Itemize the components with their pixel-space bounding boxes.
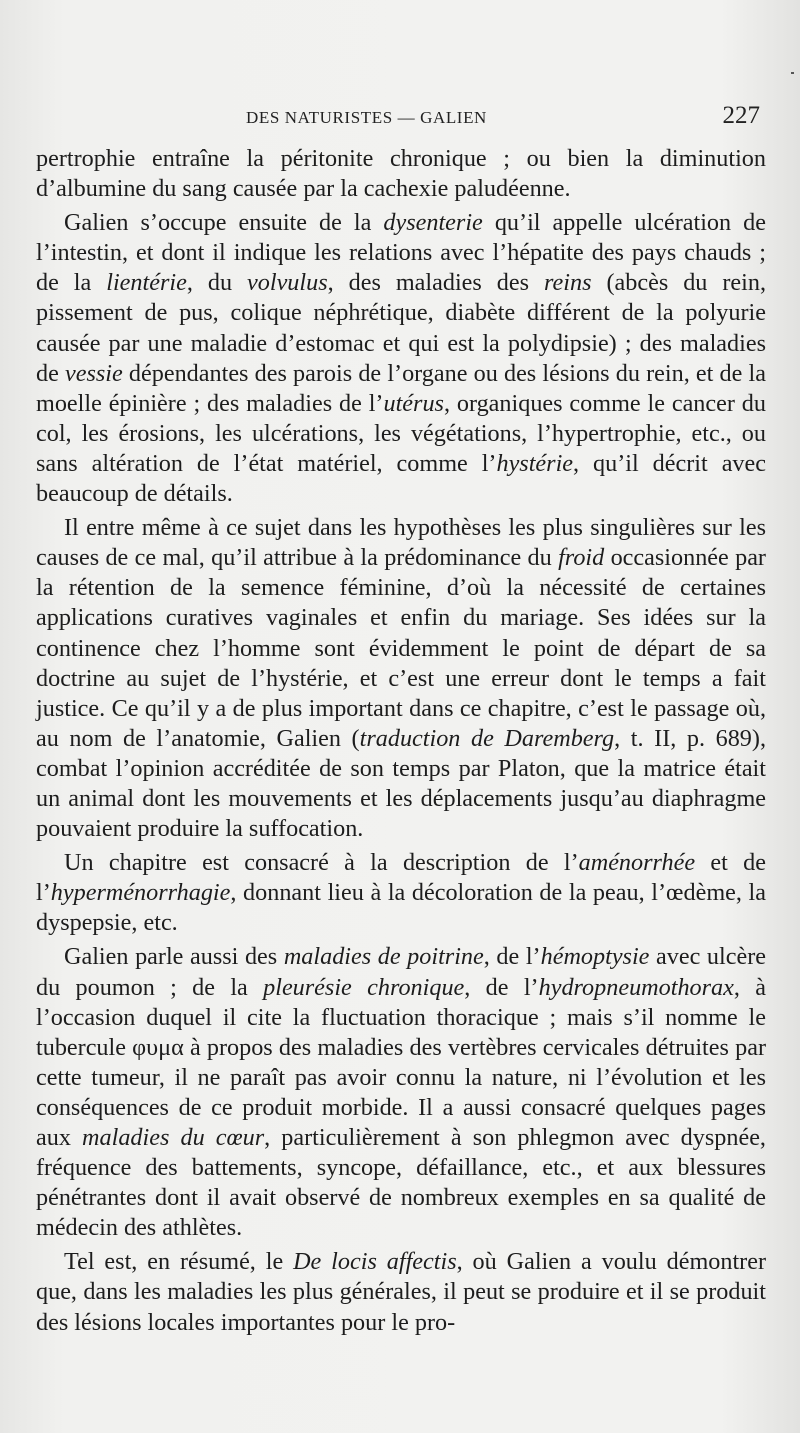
running-head bbox=[36, 102, 760, 136]
text-run: , à l’occasion duquel il cite la fluctuation thoracique ; mais s’il nomme le tubercule φυμα à propos des maladies des vertèbres cervicales détruites par cette tumeur, il ne paraît pas avoir connu la nature, ni l’évolution et les conséquences de ce produit morbide. Il a aussi consacré quelques pages aux bbox=[36, 973, 766, 1151]
text-run: , donnant lieu à la décoloration de la peau, l’œdème, la dyspepsie, etc. bbox=[36, 879, 766, 937]
text-run: Galien parle aussi des bbox=[64, 943, 284, 971]
paragraph bbox=[36, 848, 766, 938]
text-run: , qu’il décrit avec beaucoup de détails. bbox=[36, 449, 766, 508]
text-run: , de l’ bbox=[464, 973, 539, 1001]
italic-term: froid bbox=[558, 544, 605, 572]
italic-term: traduction de Daremberg bbox=[359, 724, 615, 752]
italic-term: reins bbox=[544, 269, 592, 297]
italic-term: maladies du cœur bbox=[82, 1124, 265, 1151]
text-run: , où Galien a voulu démontrer que, dans les maladies les plus générales, il peut se produire et il se produit des lésions locales importantes pour le pro- bbox=[36, 1248, 767, 1336]
italic-term: pleurésie chronique bbox=[263, 973, 465, 1001]
italic-term: hystérie bbox=[496, 449, 574, 477]
text-run: , t. II, p. 689), combat l’opinion accréditée de son temps par Platon, que la matrice était un animal dont les mouvements et les déplacements jusqu’au diaphragme pouvaient produire la suffocation. bbox=[36, 724, 766, 843]
text-run: , du bbox=[186, 269, 248, 297]
text-run: dépendantes des parois de l’organe ou des lésions du rein, et de la moelle épinière ; des maladies de l’ bbox=[36, 359, 766, 417]
paragraph bbox=[36, 942, 766, 1243]
text-run: , de l’ bbox=[483, 943, 541, 971]
text-run: , des maladies des bbox=[327, 269, 545, 297]
italic-term: hydropneumothorax bbox=[538, 973, 734, 1001]
text-run: Galien s’occupe ensuite de la bbox=[64, 209, 384, 237]
italic-term: maladies de poitrine bbox=[283, 943, 484, 971]
paragraph bbox=[36, 144, 766, 204]
italic-term: volvulus bbox=[247, 269, 328, 297]
text-run: , organiques comme le cancer du col, les érosions, les ulcérations, les végétations, l’hypertrophie, etc., ou sans altération de l’état matériel, comme l’ bbox=[36, 389, 766, 477]
page-number: 227 bbox=[722, 102, 760, 129]
italic-term: aménorrhée bbox=[578, 849, 696, 877]
text-run: Tel est, en résumé, le bbox=[64, 1248, 294, 1276]
paragraph bbox=[36, 208, 766, 509]
italic-term: hémoptysie bbox=[540, 943, 650, 971]
italic-term: De locis affectis bbox=[293, 1248, 457, 1276]
paragraph bbox=[36, 1247, 766, 1337]
text-run: avec ulcère du poumon ; de la bbox=[36, 943, 766, 1001]
text-run: Un chapitre est consacré à la description de l’ bbox=[64, 849, 579, 877]
text-run: qu’il appelle ulcération de l’intestin, et dont il indique les relations avec l’hépatite des pays chauds ; de la bbox=[36, 209, 766, 297]
text-run: (abcès du rein, pissement de pus, colique néphrétique, diabète différent de la polyurie causée par une maladie d’estomac et qui est la polydipsie) ; des maladies de bbox=[36, 269, 767, 387]
text-run: , particulièrement à son phlegmon avec dyspnée, fréquence des battements, syncope, défaillance, etc., et aux blessures pénétrantes dont il avait observé de nombreux exemples en sa qualité de médecin des athlètes. bbox=[36, 1124, 766, 1242]
italic-term: utérus bbox=[383, 389, 444, 417]
body-text bbox=[36, 144, 766, 1338]
edge-mark bbox=[791, 72, 794, 74]
text-run: occasionnée par la rétention de la semence féminine, d’où la nécessité de certaines applications curatives vaginales et enfin du mariage. Ses idées sur la continence chez l’homme sont évidemment le point de départ de sa doctrine au sujet de l’hystérie, et c’est une erreur dont le temps a fait justice. Ce qu’il y a de plus important dans ce chapitre, c’est le passage où, au nom de l’anatomie, Galien ( bbox=[36, 544, 766, 752]
text-run: pertrophie entraîne la péritonite chronique ; ou bien la diminution d’albumine du sang causée par la cachexie paludéenne. bbox=[36, 145, 766, 203]
italic-term: dysenterie bbox=[383, 209, 483, 237]
text-run: Il entre même à ce sujet dans les hypothèses les plus singulières sur les causes de ce mal, qu’il attribue à la prédominance du bbox=[36, 514, 766, 572]
italic-term: lientérie bbox=[106, 269, 187, 297]
italic-term: hyperménorrhagie bbox=[50, 879, 231, 907]
running-title: DES NATURISTES — GALIEN bbox=[246, 108, 487, 127]
text-run: et de l’ bbox=[36, 849, 766, 907]
paragraph bbox=[36, 513, 766, 844]
italic-term: vessie bbox=[65, 359, 123, 387]
